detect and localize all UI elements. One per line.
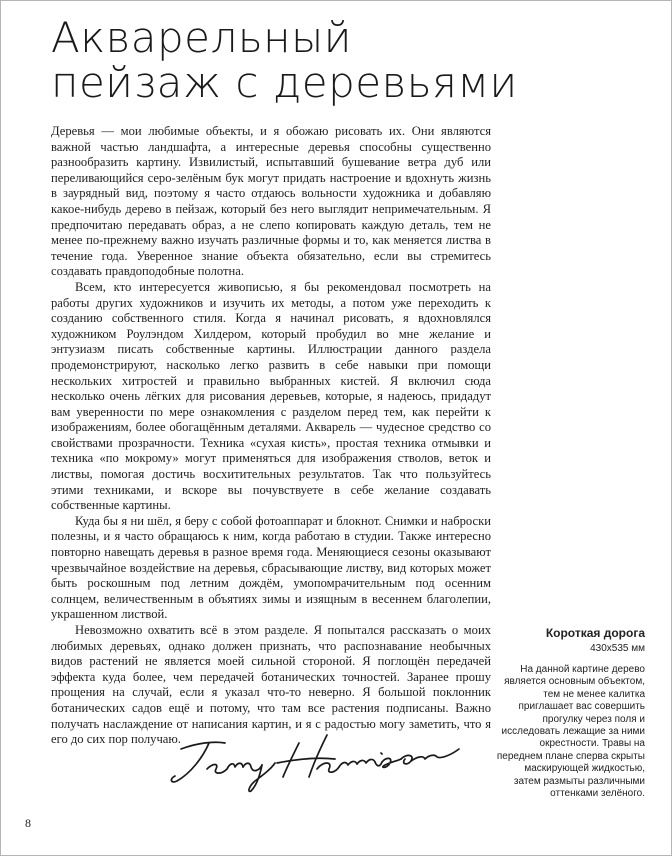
paragraph-2: Всем, кто интересуется живописью, я бы рекомендовал посмотреть на работы других художников и изучить их методы, а потом уже переходить к созданию собственного стиля. Когда я начинал рисовать, я вдохновлялся художником Роулэндом Хилдером, который пробудил во мне желание и энтузиазм писать собственные картины. Иллюстрации данного раздела продемонстрируют, насколько легко развить в себе навыки при помощи нескольких хитростей и правильно выбранных кистей. Я включил сюда несколько очень лёгких для рисования деревьев, которые, я надеюсь, придадут вам уверенности по мере ознакомления с разделом перед тем, как перейти к изображениям, более обогащённым деталями. Акварель — чудесное средство со свойствами прозрачности. Техника «сухая кисть», простая техника отмывки и техника «по мокрому» могут применяться для изображения стволов, веток и листвы, помогая достичь восхитительных результатов. Так что пользуйтесь этими техниками, и вскоре вы почувствуете в себе желание создавать собственные картины. [51,279,491,513]
article-body [51,124,491,748]
page-title-line-2: пейзаж с деревьями [51,58,518,107]
illustration-caption [495,626,645,800]
page-number: 8 [25,816,31,830]
caption-description: На данной картине дерево является основным объектом, тем не менее калитка приглашает вас совершить прогулку через поля и исследовать лежащие за ними окрестности. Травы на переднем плане сперва скрыты маскирующей жидкостью, затем размыты различными оттенками зелёного. [496,664,645,800]
paragraph-4: Невозможно охватить всё в этом разделе. Я попытался рассказать о моих любимых деревьях, однако должен признать, что распознавание необычных видов растений не является моей сильной стороной. Я поглощён передачей эффекта куда более, чем передачей ботанических точностей. Заранее прошу прощения на случай, если я указал что-то неверно. Я большой поклонник ботанических садов ещё и потому, что там все растения подписаны. Важно получать наслаждение от написания картин, и я с радостью могу заметить, что я его до сих пор получаю. [51,623,491,747]
page-title-line-1: Акварельный [51,13,352,62]
paragraph-3: Куда бы я ни шёл, я беру с собой фотоаппарат и блокнот. Снимки и наброски полезны, и я часто обращаюсь к ним, когда работаю в студии. Также интересно повторно навещать деревья в разное время года. Меняющиеся сезоны оказывают чрезвычайное воздействие на деревья, сбрасывающие листву, вид которых может быть роскошным под летним дождём, умопомрачительным под осенним солнцем, величественным в объятиях зимы и изящным в весеннем благолепии, украшенном листвой. [51,513,491,622]
page-title [51,15,611,105]
paragraph-1: Деревья — мои любимые объекты, и я обожаю рисовать их. Они являются важной частью ландшафта, а интересные деревья способны существенно разнообразить картину. Извилистый, испытавший бушевание ветра дуб или переливающийся серо-зелёным бук могут придать настроение и вдохнуть жизнь в заурядный вид, поэтому я часто отдаюсь вольности художника и добавляю какое-нибудь дерево в пейзаж, который без него выглядит непримечательным. Я предпочитаю передавать образ, а не слепо копировать каждую деталь, тем не менее по-прежнему важно изучать различные формы и то, как меняется листва в течение года. Уверенное знание объекта обязательно, если вы стремитесь создавать правдоподобные полотна. [51,124,491,279]
author-signature [167,729,467,793]
caption-title: Короткая дорога [545,626,645,640]
caption-dimensions: 430x535 мм [590,643,645,654]
